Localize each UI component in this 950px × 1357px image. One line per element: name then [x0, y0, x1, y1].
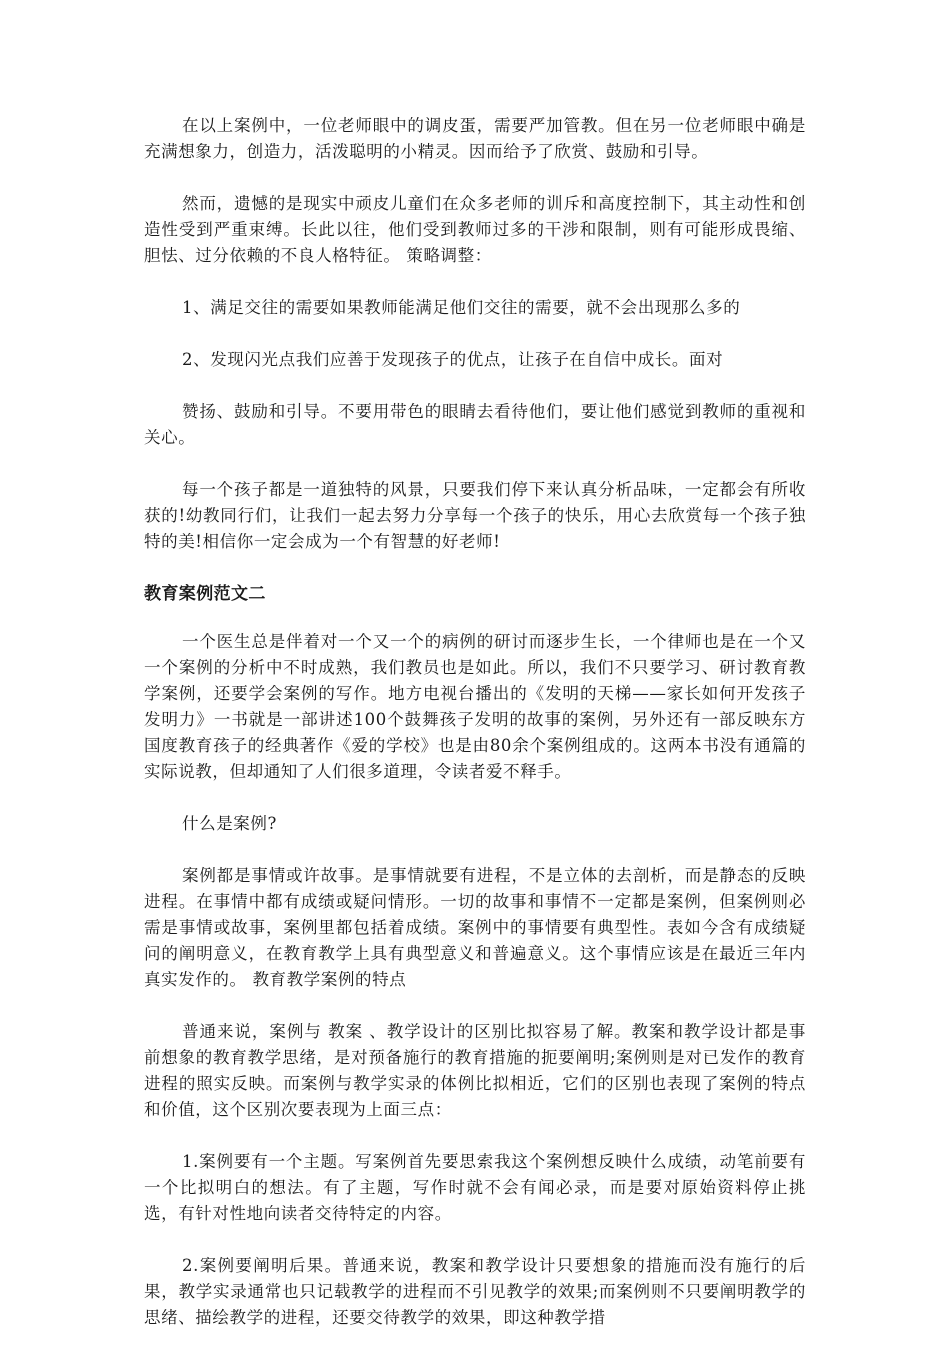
document-body [144, 113, 806, 1357]
paragraph-strategy-2: 2、发现闪光点我们应善于发现孩子的优点，让孩子在自信中成长。面对 [182, 350, 724, 369]
paragraph-question: 什么是案例? [182, 814, 277, 833]
paragraph-conclusion: 每一个孩子都是一道独特的风景，只要我们停下来认真分析品味，一定都会有所收获的!幼教同行们，让我们一起去努力分享每一个孩子的快乐，用心去欣赏每一个孩子独特的美!相信你一定会成为一个有智慧的好老师! [144, 480, 806, 551]
paragraph-case-difference: 普通来说，案例与 教案 、教学设计的区别比拟容易了解。教案和教学设计都是事前想象的教育教学思绪，是对预备施行的教育措施的扼要阐明;案例则是对已发作的教育进程的照实反映。而案例与教学实录的体例比拟相近，它们的区别也表现了案例的特点和价值，这个区别次要表现为上面三点： [144, 1022, 806, 1119]
paragraph-point-2: 2.案例要阐明后果。普通来说，教案和教学设计只要想象的措施而没有施行的后果，教学实录通常也只记载教学的进程而不引见教学的效果;而案例则不只要阐明教学的思绪、描绘教学的进程，还要交待教学的效果，即这种教学措 [144, 1256, 806, 1327]
paragraph-praise: 赞扬、鼓励和引导。不要用带色的眼睛去看待他们，要让他们感觉到教师的重视和关心。 [144, 402, 806, 447]
section-heading: 教育案例范文二 [144, 584, 266, 604]
paragraph-strategy-1: 1、满足交往的需要如果教师能满足他们交往的需要，就不会出现那么多的 [182, 298, 741, 317]
paragraph-regret-strategy: 然而，遗憾的是现实中顽皮儿童们在众多老师的训斥和高度控制下，其主动性和创造性受到严重束缚。长此以往，他们受到教师过多的干涉和限制，则有可能形成畏缩、胆怯、过分依赖的不良人格特征。 策略调整： [144, 194, 806, 265]
paragraph-case-definition: 案例都是事情或许故事。是事情就要有进程，不是立体的去剖析，而是静态的反映进程。在事情中都有成绩或疑问情形。一切的故事和事情不一定都是案例，但案例则必需是事情或故事，案例里都包括着成绩。案例中的事情要有典型性。表如今含有成绩疑问的阐明意义，在教育教学上具有典型意义和普遍意义。这个事情应该是在最近三年内真实发作的。 教育教学案例的特点 [144, 866, 806, 989]
paragraph-point-1: 1.案例要有一个主题。写案例首先要思索我这个案例想反映什么成绩，动笔前要有一个比拟明白的想法。有了主题，写作时就不会有闻必录，而是要对原始资料停止挑选，有针对性地向读者交待特定的内容。 [144, 1152, 806, 1223]
paragraph-case-contrast: 在以上案例中，一位老师眼中的调皮蛋，需要严加管教。但在另一位老师眼中确是充满想象力，创造力，活泼聪明的小精灵。因而给予了欣赏、鼓励和引导。 [144, 116, 806, 161]
paragraph-intro-cases: 一个医生总是伴着对一个又一个的病例的研讨而逐步生长，一个律师也是在一个又一个案例的分析中不时成熟，我们教员也是如此。所以，我们不只要学习、研讨教育教学案例，还要学会案例的写作。地方电视台播出的《发明的天梯——家长如何开发孩子发明力》一书就是一部讲述100个鼓舞孩子发明的故事的案例，另外还有一部反映东方国度教育孩子的经典著作《爱的学校》也是由80余个案例组成的。这两本书没有通篇的实际说教，但却通知了人们很多道理，令读者爱不释手。 [144, 632, 806, 781]
